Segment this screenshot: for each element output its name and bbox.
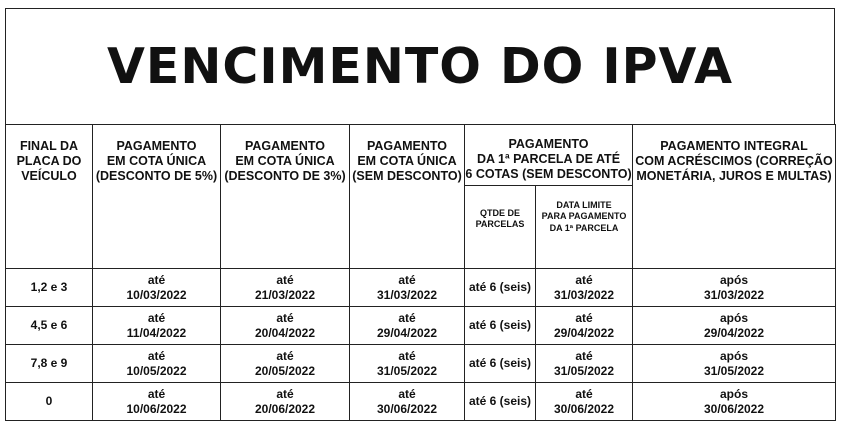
- cell-integral: [633, 345, 836, 383]
- cell-text-line: 10/06/2022: [126, 401, 187, 416]
- cell-desconto-5: [93, 307, 221, 345]
- cell-text-line: 20/05/2022: [254, 363, 316, 378]
- table-row: [6, 383, 836, 421]
- cell-text-line: 29/04/2022: [376, 325, 438, 340]
- cell-text-line: até: [575, 387, 593, 402]
- title-box: [5, 8, 835, 124]
- cell-text-line: até: [147, 311, 166, 326]
- cell-integral: [633, 307, 836, 345]
- cell-qtde-parcelas: até 6 (seis): [465, 269, 536, 307]
- cell-data-limite: [536, 345, 633, 383]
- cell-desconto-3: [221, 383, 350, 421]
- cell-text-line: 30/06/2022: [553, 401, 615, 416]
- cell-text-line: após: [719, 273, 748, 288]
- schedule-table: [5, 124, 836, 421]
- cell-text-line: 31/05/2022: [703, 363, 765, 378]
- cell-sem-desconto: [350, 269, 465, 307]
- header-parcelado: PAGAMENTO DA 1ª PARCELA DE ATÉ 6 COTAS (SEM DESCONTO): [465, 125, 633, 186]
- cell-text-line: até: [276, 273, 294, 288]
- cell-text-line: até: [147, 273, 166, 288]
- cell-desconto-3: [221, 345, 350, 383]
- cell-text-line: até: [276, 349, 294, 364]
- header-desconto-5: PAGAMENTO EM COTA ÚNICA (DESCONTO DE 5%): [93, 125, 221, 269]
- cell-final: 1,2 e 3: [6, 269, 93, 307]
- cell-text-line: até: [575, 273, 593, 288]
- cell-text-line: até: [575, 311, 593, 326]
- cell-data-limite: [536, 307, 633, 345]
- cell-text-line: 21/03/2022: [254, 287, 316, 302]
- cell-text-line: após: [719, 387, 748, 402]
- cell-qtde-parcelas: até 6 (seis): [465, 345, 536, 383]
- cell-text-line: 10/05/2022: [126, 363, 187, 378]
- cell-text-line: 10/03/2022: [126, 287, 187, 302]
- ipva-schedule: [5, 8, 835, 433]
- cell-final: 0: [6, 383, 93, 421]
- cell-desconto-5: [93, 345, 221, 383]
- cell-text-line: 29/04/2022: [553, 325, 615, 340]
- cell-text-line: 31/03/2022: [376, 287, 438, 302]
- header-data-limite: DATA LIMITE PARA PAGAMENTO DA 1ª PARCELA: [536, 186, 633, 269]
- header-desconto-3: PAGAMENTO EM COTA ÚNICA (DESCONTO DE 3%): [221, 125, 350, 269]
- cell-sem-desconto: [350, 307, 465, 345]
- cell-sem-desconto: [350, 383, 465, 421]
- cell-text-line: até: [398, 349, 416, 364]
- cell-text-line: até: [398, 387, 416, 402]
- header-row: [6, 125, 836, 186]
- cell-data-limite: [536, 269, 633, 307]
- cell-integral: [633, 383, 836, 421]
- table-row: [6, 269, 836, 307]
- cell-sem-desconto: [350, 345, 465, 383]
- header-qtde-parcelas: QTDE DE PARCELAS: [465, 186, 536, 269]
- header-integral: PAGAMENTO INTEGRAL COM ACRÉSCIMOS (CORREÇÃO MONETÁRIA, JUROS E MULTAS): [633, 125, 836, 269]
- cell-text-line: 30/06/2022: [703, 401, 765, 416]
- cell-text-line: 11/04/2022: [126, 325, 187, 340]
- cell-text-line: 31/03/2022: [553, 287, 615, 302]
- cell-integral: [633, 269, 836, 307]
- table-row: [6, 345, 836, 383]
- cell-text-line: 20/06/2022: [254, 401, 316, 416]
- table-row: [6, 307, 836, 345]
- cell-desconto-3: [221, 269, 350, 307]
- cell-text-line: até: [575, 349, 593, 364]
- cell-text-line: até: [276, 311, 294, 326]
- header-final-placa: FINAL DA PLACA DO VEÍCULO: [6, 125, 93, 269]
- cell-text-line: 29/04/2022: [703, 325, 765, 340]
- cell-qtde-parcelas: até 6 (seis): [465, 307, 536, 345]
- cell-desconto-3: [221, 307, 350, 345]
- cell-text-line: 30/06/2022: [376, 401, 438, 416]
- cell-desconto-5: [93, 269, 221, 307]
- cell-text-line: até: [398, 311, 416, 326]
- cell-text-line: 31/03/2022: [703, 287, 765, 302]
- cell-text-line: após: [719, 311, 748, 326]
- cell-text-line: até: [147, 349, 166, 364]
- cell-text-line: até: [276, 387, 294, 402]
- cell-final: 7,8 e 9: [6, 345, 93, 383]
- page-title: VENCIMENTO DO IPVA: [106, 38, 734, 95]
- cell-final: 4,5 e 6: [6, 307, 93, 345]
- cell-text-line: até: [398, 273, 416, 288]
- cell-data-limite: [536, 383, 633, 421]
- cell-text-line: 31/05/2022: [376, 363, 438, 378]
- cell-text-line: após: [719, 349, 748, 364]
- cell-text-line: até: [147, 387, 166, 402]
- header-sem-desconto: PAGAMENTO EM COTA ÚNICA (SEM DESCONTO): [350, 125, 465, 269]
- cell-text-line: 31/05/2022: [553, 363, 615, 378]
- cell-text-line: 20/04/2022: [254, 325, 316, 340]
- cell-desconto-5: [93, 383, 221, 421]
- cell-qtde-parcelas: até 6 (seis): [465, 383, 536, 421]
